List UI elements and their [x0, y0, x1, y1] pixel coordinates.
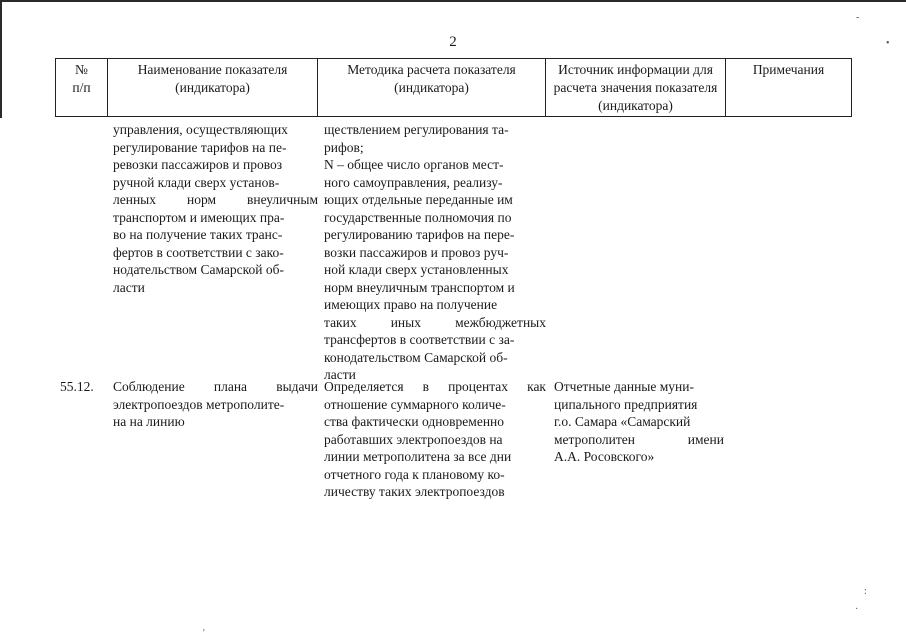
row-method-line: ства фактически одновременно	[324, 414, 505, 429]
continued-name-cell	[113, 121, 318, 296]
continued-method-line: трансфертов в соответствии с за-	[324, 332, 515, 347]
continued-method-line: таких иных межбюджетных	[324, 314, 546, 330]
row-method-line: линии метрополитена за все дни	[324, 449, 512, 464]
continued-name-line: ласти	[113, 279, 145, 295]
row-num: 55.12.	[60, 379, 94, 394]
continued-name-line: ручной клади сверх установ-	[113, 174, 280, 190]
scan-speck: :	[864, 586, 867, 597]
header-source: Источник информации для расчета значения показателя (индикатора)	[546, 59, 726, 117]
row-source-line: А.А. Росовского»	[554, 449, 655, 464]
continued-name-line: регулирование тарифов на пе-	[113, 139, 287, 155]
continued-method-line: ществлением регулирования та-	[324, 122, 509, 137]
continued-method-line: норм внеуличным транспортом и	[324, 279, 515, 295]
row-method-line: Определяется в процентах как	[324, 379, 546, 394]
row-name-line: на на линию	[113, 414, 185, 429]
row-name-line: Соблюдение плана выдачи	[113, 379, 318, 394]
continued-method-line: ласти	[324, 367, 356, 382]
continued-method-line: ной клади сверх установленных	[324, 262, 509, 277]
continued-method-line: конодательством Самарской об-	[324, 349, 508, 365]
row-method-line: личеству таких электропоездов	[324, 484, 505, 499]
continued-method-line: рифов;	[324, 139, 364, 155]
continued-method-line: государственные полномочия по	[324, 209, 512, 225]
continued-method-line: регулированию тарифов на пере-	[324, 227, 515, 242]
row-source-line: Отчетные данные муни-	[554, 379, 694, 394]
header-method: Методика расчета показателя (индикатора)	[318, 59, 546, 117]
continued-method-line: ющих отдельные переданные им	[324, 192, 513, 207]
continued-name-line: во на получение таких транс-	[113, 227, 283, 242]
row-name-line: электропоездов метрополите-	[113, 396, 285, 412]
continued-name-line: ленных норм внеуличным	[113, 192, 318, 207]
continued-method-cell	[324, 121, 546, 384]
scan-speck: '	[203, 628, 205, 639]
continued-name-line: фертов в соответствии с зако-	[113, 244, 284, 260]
row-method-line: работавших электропоездов на	[324, 431, 503, 447]
header-num: № п/п	[56, 59, 108, 117]
table-header	[55, 58, 852, 117]
row-source-cell	[554, 378, 724, 466]
continued-method-line: ного самоуправления, реализу-	[324, 174, 503, 190]
header-row	[56, 59, 852, 117]
continued-method-line: имеющих право на получение	[324, 297, 498, 312]
continued-name-line: управления, осуществляющих	[113, 122, 288, 137]
scan-speck: •	[886, 38, 890, 49]
scan-speck: ·	[855, 604, 859, 615]
row-method-cell	[324, 378, 546, 501]
row-name-cell	[113, 378, 318, 431]
row-source-line: метрополитен имени	[554, 431, 724, 447]
continued-name-line: нодательством Самарской об-	[113, 262, 284, 277]
continued-name-line: ревозки пассажиров и провоз	[113, 157, 283, 172]
continued-method-line: возки пассажиров и провоз руч-	[324, 244, 509, 260]
scan-speck: -	[856, 12, 860, 23]
header-notes: Примечания	[726, 59, 852, 117]
row-method-line: отчетного года к плановому ко-	[324, 466, 505, 482]
scan-left-edge	[0, 0, 2, 118]
continued-name-line: транспортом и имеющих пра-	[113, 209, 285, 225]
scan-top-edge	[0, 0, 906, 2]
page-number: 2	[449, 34, 457, 50]
header-name: Наименование показателя (индикатора)	[108, 59, 318, 117]
row-source-line: г.о. Самара «Самарский	[554, 414, 691, 429]
row-method-line: отношение суммарного количе-	[324, 396, 506, 412]
continued-method-line: N – общее число органов мест-	[324, 157, 504, 172]
row-source-line: ципального предприятия	[554, 396, 698, 412]
